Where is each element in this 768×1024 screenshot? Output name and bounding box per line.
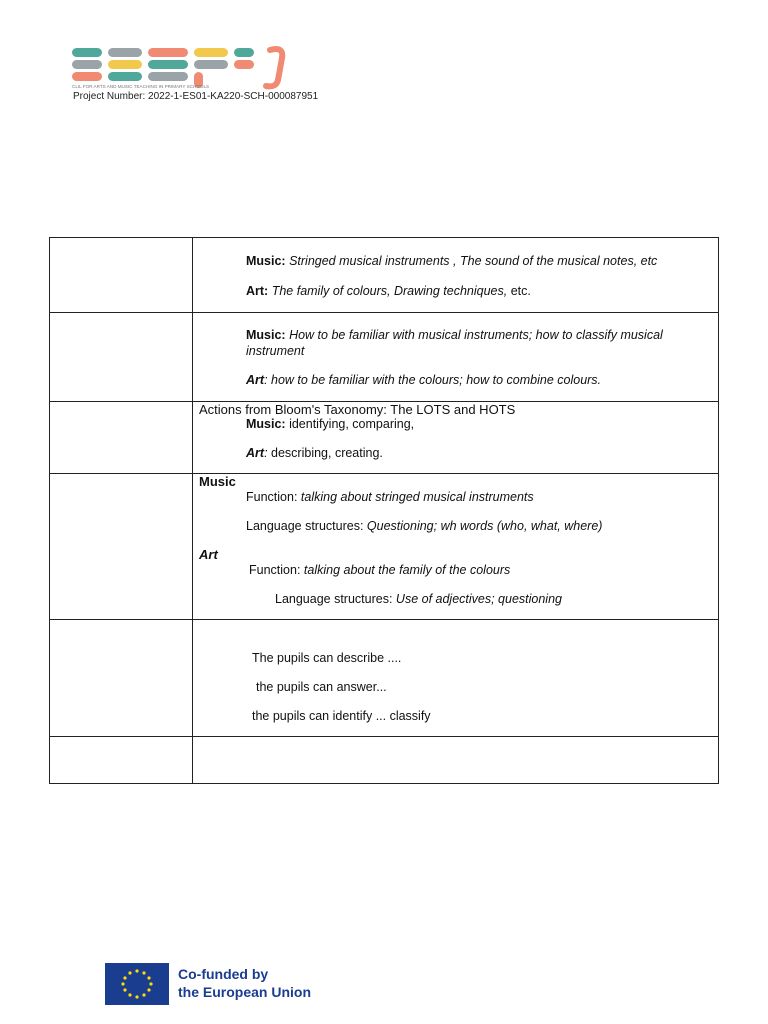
eu-cofunded-text [178, 965, 311, 1001]
content-cell [193, 313, 719, 402]
eu-flag-icon [105, 963, 169, 1005]
language-label: Language structures: [275, 592, 396, 606]
content-cell [193, 238, 719, 313]
outcome-line: the pupils can identify ... classify [252, 709, 431, 723]
row-label-cell [50, 620, 193, 737]
art-content: : how to be familiar with the colours; how to combine colours. [264, 373, 602, 387]
table-row [50, 313, 719, 402]
music-content: How to be familiar with musical instruments; how to classify musical instrument [246, 328, 663, 358]
table-row [50, 737, 719, 784]
content-cell [193, 620, 719, 737]
table-row [50, 402, 719, 474]
music-content: identifying, comparing, [285, 417, 415, 431]
language-text: Use of adjectives; questioning [395, 592, 562, 606]
eu-line-2: the European Union [178, 984, 311, 1000]
camps-logo [70, 44, 298, 90]
art-colon: : [264, 446, 268, 460]
music-label: Music: [246, 254, 286, 268]
table-row [50, 474, 719, 620]
art-suffix: etc. [507, 284, 531, 298]
content-cell [193, 737, 719, 784]
project-number: Project Number: 2022-1-ES01-KA220-SCH-000087951 [73, 91, 319, 102]
outcome-line: the pupils can answer... [256, 680, 387, 694]
function-label: Function: [246, 490, 301, 504]
outcome-line: The pupils can describe .... [252, 651, 402, 665]
art-label: Art [246, 446, 265, 460]
art-heading: Art [199, 547, 218, 562]
row-label-cell [50, 238, 193, 313]
art-label: Art [246, 373, 265, 387]
svg-text:CLIL FOR ARTS AND MUSIC TEACHI: CLIL FOR ARTS AND MUSIC TEACHING IN PRIMARY SCHOOLS [72, 84, 210, 89]
row-label-cell [50, 313, 193, 402]
music-label: Music: [246, 417, 286, 431]
function-text: talking about stringed musical instruments [300, 490, 534, 504]
content-cell [193, 474, 719, 620]
music-content: Stringed musical instruments , The sound of the musical notes, etc [289, 254, 658, 268]
language-text: Questioning; wh words (who, what, where) [366, 519, 603, 533]
lesson-plan-table [49, 237, 719, 784]
eu-line-1: Co-funded by [178, 966, 269, 982]
bloom-heading: Actions from Bloom's Taxonomy: The LOTS and HOTS [199, 402, 516, 417]
music-heading: Music [199, 474, 236, 489]
music-label: Music: [246, 328, 286, 342]
art-content: The family of colours, Drawing techniques, [271, 284, 508, 298]
content-cell [193, 402, 719, 474]
language-label: Language structures: [246, 519, 367, 533]
table-row [50, 620, 719, 737]
function-label: Function: [249, 563, 304, 577]
table-row [50, 238, 719, 313]
function-text: talking about the family of the colours [303, 563, 511, 577]
row-label-cell [50, 474, 193, 620]
row-label-cell [50, 737, 193, 784]
row-label-cell [50, 402, 193, 474]
art-label: Art: [246, 284, 269, 298]
art-content: describing, creating. [267, 446, 383, 460]
